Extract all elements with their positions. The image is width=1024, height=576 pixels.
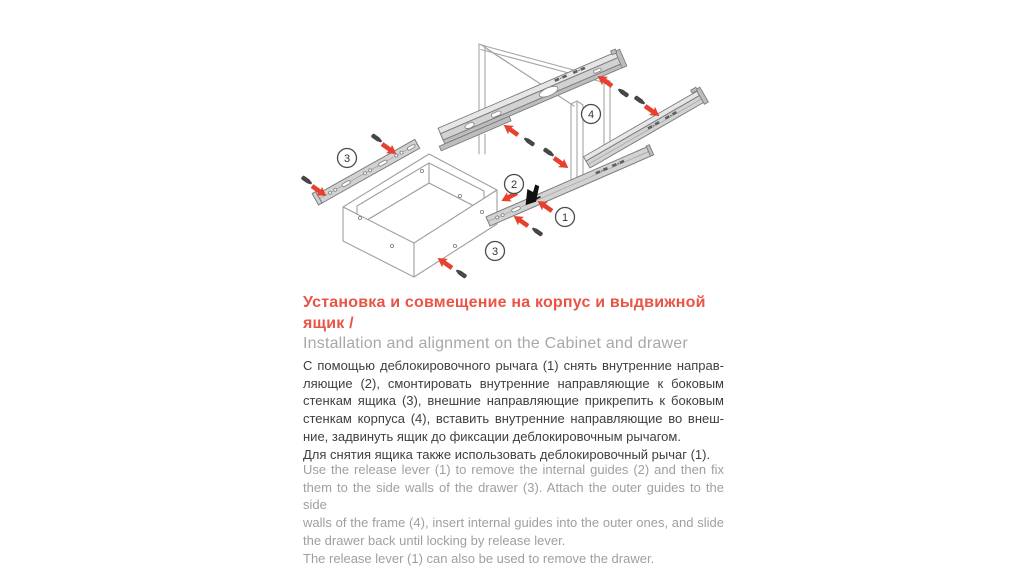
screw-icon: [301, 175, 313, 185]
screw-icon: [634, 95, 646, 105]
screw-icon: [371, 133, 383, 143]
body-en-line: the drawer back until locking by release lever.: [303, 532, 566, 548]
body-ru-line: стенкам ящика (3), внешние направляющие прикрепить к боковым: [303, 393, 724, 409]
body-en-line: Use the release lever (1) to remove the internal guides (2) and then fix: [303, 462, 724, 477]
body-en-line: walls of the frame (4), insert internal guides into the outer ones, and slide: [303, 515, 724, 531]
body-ru-line: стенкам корпуса (4), вставить внутренние направляющие во внеш-: [303, 411, 724, 427]
body-en-line: them to the side walls of the drawer (3). Attach the outer guides to the side: [303, 479, 724, 513]
svg-text:3: 3: [491, 246, 499, 258]
svg-text:1: 1: [561, 212, 569, 224]
instructions-english: [303, 461, 724, 567]
screw-icon: [543, 147, 555, 157]
callout-3-bottom: [486, 242, 505, 261]
heading-english: Installation and alignment on the Cabinet and drawer: [303, 335, 688, 352]
svg-text:2: 2: [510, 179, 518, 191]
svg-text:4: 4: [587, 109, 595, 121]
heading-russian: Установка и совмещение на корпус и выдвижной ящик /: [303, 294, 706, 332]
body-en-line: The release lever (1) can also be used to remove the drawer.: [303, 550, 655, 566]
screw-icon: [531, 227, 543, 237]
callout-2: [505, 175, 524, 194]
body-ru-line: ляющие (2), смонтировать внутренние направляющие к боковым: [303, 375, 724, 391]
callout-3-left: [338, 149, 357, 168]
callout-4: [582, 105, 601, 124]
screw-icon: [455, 269, 467, 279]
svg-text:3: 3: [343, 153, 351, 165]
body-ru-line: ние, задвинуть ящик до фиксации деблокировочным рычагом.: [303, 428, 681, 444]
instructions-russian: [303, 357, 724, 463]
section-heading: [303, 293, 724, 355]
screw-icon: [523, 137, 535, 147]
body-ru-line: Для снятия ящика также использовать деблокировочный рычаг (1).: [303, 446, 711, 462]
screw-icon: [617, 88, 629, 98]
arrow-icon: [551, 154, 571, 173]
body-ru-line: С помощью деблокировочного рычага (1) снять внутренние направ-: [303, 358, 724, 373]
callout-1: [556, 208, 575, 227]
